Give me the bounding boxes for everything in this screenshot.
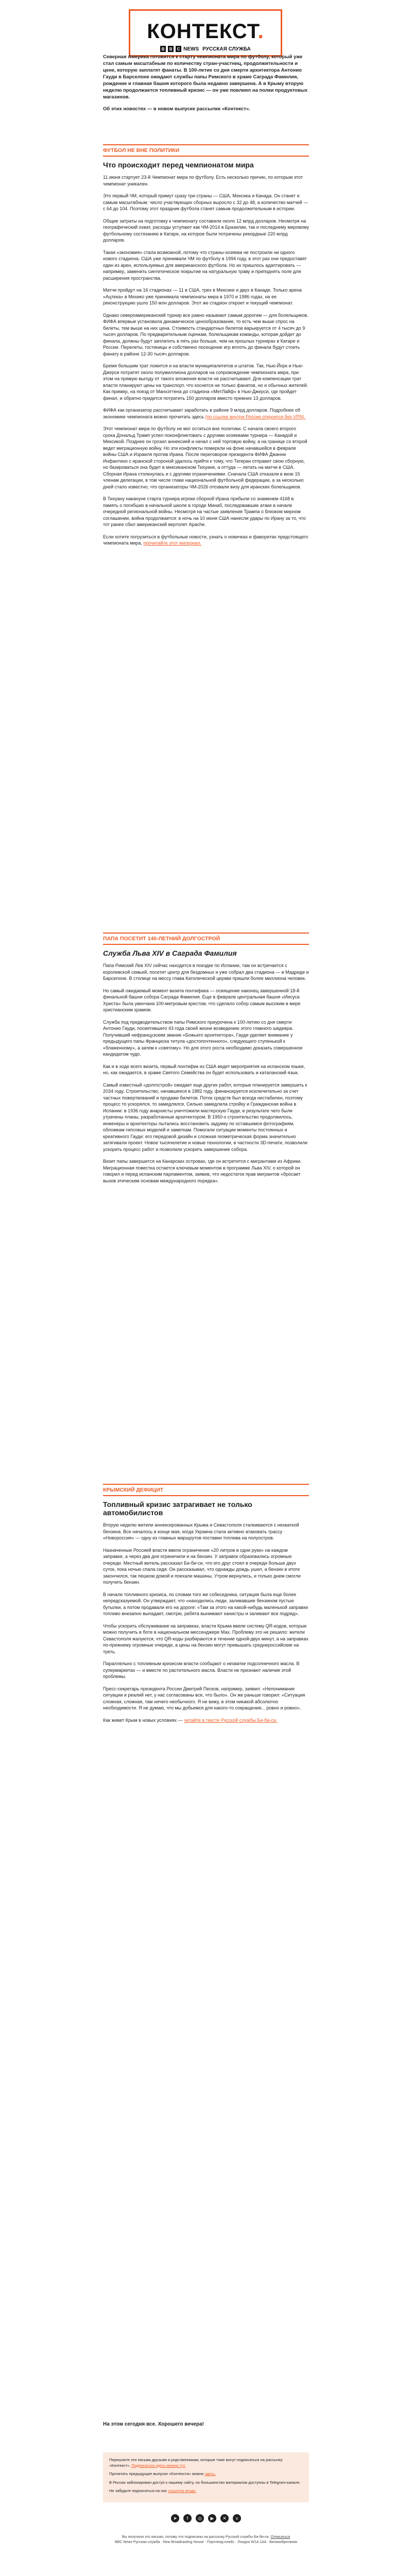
- paragraph: В Тихуану накануне старта турнира игроки сборной Ирана прибыли со знаменем 4168 в память о погибших в начальной школе в городе Минаб, последовавшие атаке в начале очередной региональной войны. Несмотря на частые заявления Трампа о близком мирном соглашении, война продолжается: в ночь на 10 июня США нанесли удары по Ирану за то, что тот ранее сбил американский вертолет Apache.: [103, 496, 306, 527]
- paragraph: Пресс-секретарь президента России Дмитрий Песков, например, заявил: «Непонимание ситуации и реалий нет, у нас согласованы все, что было». Он же раньше говорил: «Ситуация сложная, сложная, там ничего необычного. Я не вижу, в этом никакой абсолютно необходимости. Я не думаю, что мы добьемся для какого-то сокращения... ровно и ровно».: [103, 1686, 305, 1710]
- section-pope: [103, 933, 309, 1190]
- bbc-letter: B: [168, 46, 174, 52]
- bbc-letter: B: [160, 46, 166, 52]
- paragraph: Бремя большим трат ложится и на власти муниципалитетов и штатов. Так, Нью-Йорк и Нью-Джерси потратят около полумиллиона долларов на сопровождение чемпионата мира, при этом на прямую выгоду от такого вложения власти не рассчитывают. Для компенсации трат власти планируют цены на транспорт, что коснется не только фанатов, но и обычных жителей. Как пример, на поезд от Манхэттена до стадиона «МетЛайф» в Нью-Джерси, где пройдет финал, и обратно придется потратить 150 долларов вместо прежних 13 долларов.: [103, 363, 308, 401]
- vk-icon[interactable]: v: [233, 2514, 241, 2522]
- paragraph: Параллельно с топливным кризисом власти сообщают о нехватке подсолнечного масла. В супермаркетах — и вместе по растительного масла. Власти не признают наличие этой проблемы.: [103, 1661, 300, 1679]
- social-link[interactable]: соцсетях везде.: [168, 2488, 197, 2493]
- paragraph: Как живет Крым в новых условиях — читайте в тексте Русской службы Би-би-си.: [103, 1717, 278, 1723]
- paragraph: Чтобы ускорить обслуживание на заправках, власти Крыма ввели систему QR-кодов, которые можно получить в боте в национальном мессенджере Мах. Проблему это не решило: жители Севастополя жалуются, что QR-коды разбираются в течение одной-двух минут, а на заправках по-прежнему огромные очереди, а цены на бензин могут превышать среднероссийские на треть.: [103, 1623, 308, 1654]
- paragraph: Матчи пройдут на 16 стадионах — 11 в США, трех в Мексике и двух в Канаде. Только арена «Ацтека» в Мехико уже принимала чемпионаты мира в 1970 и 1986 годах, на ее реконструкцию ушло 150 млн долларов. Этот же стадион откроет и текущий чемпионат.: [103, 287, 302, 306]
- paragraph: Служба под предводительством папы Римского приурочена к 100-летию со дня смерти Антонио Гауди, посвятившего 43 года своей жизни возведению этого главного шедевра. Получивший нефранцузским звание «Божьего архитектора», Гауди уделяет внимание у предыдущего папы Франциска титула «достопочтенного», следующего ступенькой к «блаженному», а затем к «святому». Но для этого роста необходимо доказать совершенное кандидатом чудо.: [103, 1019, 303, 1057]
- telegram-icon[interactable]: ➤: [171, 2514, 179, 2522]
- footer-box: [103, 2452, 309, 2502]
- section-rule: [103, 944, 309, 945]
- logo-text: КОНТЕКСТ: [147, 20, 258, 43]
- paragraph: Вторую неделю жители аннексированных Крыма и Севастополя сталкиваются с нехваткой бензина. Все началось в конце мая, когда Украина стала активно атаковать трассу «Новороссия» — одну из главных маршрутов поставки топлива на полуостров.: [103, 1522, 299, 1540]
- paragraph: Это первый ЧМ, который примут сразу три страны — США, Мексика и Канада. Он станет и самым масштабным: число участвующих сборных выросло с 32 до 48, а количество матчей — с 64 до 104. Поэтому этот праздник футбола станет самым продолжительным в истории.: [103, 193, 308, 211]
- paragraph: Визит папы завершится на Канарских островах, где он встретится с мигрантами из Африки. Миграционная повестка остается ключевым моментом в программе Льва XIV, о которой он говорил и перед испанским парламентом, заявив, что недостаток прав мигрантов «бросает вызов этическим основам международного порядка».: [103, 1159, 302, 1183]
- article-title: Топливный кризис затрагивает не только автомобилистов: [103, 1500, 252, 1517]
- bbc-address: BBC News Русская служба · New Broadcasting House · Портленд-плейс · Лондон W1A 1AA · Великобритания: [115, 2540, 297, 2544]
- paragraph: В начале топливного кризиса, по словам того же собеседника, ситуация была еще более непредсказуемой. Он утверждает, что «находились люди, заливавшие бензином пустые бутылки, а потом продавали его на дороге: «Там за этого на какой-нибудь маленькой заправке топливо внезапно выпадает, смотрю, ребята вынимают канистры и заливают все подряд».: [103, 1591, 308, 1616]
- logo-dot: .: [258, 20, 264, 43]
- paragraph: Однако североамериканский турнир все равно называют самым дорогим — для болельщиков. ФИФА впервые установила динамическое ценообразование, то есть чем выше спрос на билеты, тем выше на них цена. Стоимость стандартных билетов варьируется от 4 тысяч до 9 тысяч долларов. По предварительным оценкам, болельщикам команды, которая дойдет до финала, должны будут заплатить в пять раз больше, чем на прошлых турнирах в Катаре и России. Перелеты, гостиницы и собственно посещение игр вплоть до финала будут стоить фанату в районе 12-30 тысяч долларов.: [103, 312, 308, 357]
- content-column: [103, 0, 309, 2544]
- economy-link[interactable]: (по ссылке внутри России откроется без VPN).: [205, 414, 306, 419]
- lead-subscribe-note: Об этих новостях — в новом выпуске рассылки «Контекст».: [103, 106, 250, 112]
- footer-archive-note: Прочитать предыдущие выпуски «Контекста» можно здесь.: [109, 2471, 216, 2476]
- bbc-brand: [130, 46, 281, 52]
- section-football: [103, 144, 309, 552]
- bbc-news-label: NEWS: [183, 46, 199, 52]
- paragraph: Назначенные Россией власти ввели ограничение «20 литров в одни руки» на каждом заправке, а через два дня ограничили и на бензин. У заправок образовались огромные очереди. Местный житель рассказал Би-би-си, что его друг стоял в очереди больше двух суток, пока ночью спала сидя. Он рассказывал, что однажды дождь ушел, а бензин в итоге закончился, так пешком домой и поехали машины. Утром вернулись, и только днем смогли получить бензин.: [103, 1547, 301, 1585]
- paragraph: Такая «экономия» стала возможной, потому что страны-хозяева не построили ни одного нового стадиона. США уже принимали ЧМ по футболу в 1994 году, в этот раз они предоставят один из арен, используемых для американского футбола. Но их пришлось адаптировать — например, заменить синтетическое покрытие на натуральную траву и приподнять поле для расширения пространства.: [103, 249, 307, 281]
- article-title: Что происходит перед чемпионатом мира: [103, 161, 254, 169]
- section-rule: [103, 156, 309, 157]
- kontekst-logo: [129, 9, 282, 57]
- paragraph: Но самый ожидаемый момент визита понтифика — освящение наконец завершенной 18-й финальной башни собора Саграда Фамилия. Еще в феврале центральная башня «Иисуса Христа» была увенчана 100-метровым крестом, что сделало собор самым высоким в мире христианским храмом.: [103, 988, 301, 1012]
- footer-telegram-note: В России заблокирован доступ к нашему сайту, но большинство материалов доступны в Telegram-канале.: [109, 2480, 301, 2485]
- unsubscribe-link[interactable]: Отписаться: [270, 2535, 290, 2539]
- section-title: ФУТБОЛ НЕ ВНЕ ПОЛИТИКИ: [103, 147, 180, 154]
- footer-social-note: Не забудьте подписаться на нас соцсетях везде.: [109, 2488, 197, 2493]
- facebook-icon[interactable]: f: [183, 2514, 192, 2522]
- paragraph: 11 июня стартует 23-й Чемпионат мира по футболу. Есть несколько причин, по которым этот чемпионат уникален.: [103, 175, 303, 187]
- paragraph: Как и в ходе всего визита, первый понтифик из США ведет мероприятия на испанском языке, но, как ожидается, в храме Святого Семейства он будет использовать и каталанский язык.: [103, 1063, 305, 1075]
- social-icons-row: [103, 2514, 309, 2522]
- section-fuel: [103, 1484, 309, 1729]
- lead-text: Северная Америка готовится к старту чемпионата мира по футболу, который уже стал самым масштабным по количеству стран-участниц, продолжительности и цене, которую заплатят фанаты. В 100-летие со дня смерти архитектора Антонио Гауди в Барселоне ожидают службы папы Римского в храме Саграда Фамилия, рождение и главная башня которого была недавно завершена. А в Крыму вторую неделю продолжается топливный кризис — он уже повлиял на полки продуктовых магазинов.: [103, 54, 308, 100]
- archive-link[interactable]: здесь.: [204, 2471, 216, 2476]
- youtube-icon[interactable]: ▶: [208, 2514, 216, 2522]
- article-title: Служба Льва XIV в Саграда Фамилия: [103, 949, 237, 957]
- paragraph: Этот чемпионат мира по футболу не мог остаться вне политики. С начала своего второго срока Дональд Трамп успел поконфликтовать с другими хозяевами турнира — Канадой и Мексикой. Позднее он грозил аннексией и начал с ней торговую войну, а на границе со второй ведет миграционную войну. Но эти конфликты померкли на фоне начавшейся в феврале войны США и Израиля против Ирана. После переговоров президента ФИФА Джанни Инфантино с иранской стороной удалось прийти к тому, что Тегеран отправит свою сборную, но базироваться она будет в мексиканском Тихуане, а оттуда — летать на матчи в США. Сборная Ирана столкнулась и с другими ограничениями. Сначала США отказали в визе 15 членам делегации, в том числе главе национальной футбольной федерации, а за несколько дней стало известно, что организаторы ЧМ-2026 отозвали визу для иранских болельщиков.: [103, 426, 307, 489]
- bottom-note: Вы получили это письмо, потому что подписаны на рассылку Русской службы Би-би-си. Отписаться BBC News Русская служба · New Broadcasting House · Портленд-плейс · Лондон W1A 1AA · Великобритания: [103, 2535, 309, 2545]
- section-rule: [103, 1495, 309, 1496]
- crimea-article-link[interactable]: читайте в тексте Русской службы Би-би-си.: [184, 1717, 278, 1723]
- paragraph: Общие затраты на подготовку к чемпионату составили около 12 млрд долларов. Несмотря на географический охват, расходы уступают как ЧМ-2014 в Бразилии, так и последнему мировому футбольному состязанию в Катаре, на которое были потрачены рекордные 220 млрд долларов.: [103, 218, 309, 243]
- footer-forward-note: Перешлите эти письма друзьям и родственникам, которые тоже могут подписаться на рассылку «Контекст». Подписаться здесь можно тут.: [109, 2458, 283, 2468]
- section-title: КРЫМСКИЙ ДЕФИЦИТ: [103, 1487, 164, 1493]
- lead-block: [103, 54, 309, 117]
- instagram-icon[interactable]: ◎: [196, 2514, 204, 2522]
- worldcup-material-link[interactable]: прочитайте этот материал.: [143, 540, 201, 546]
- paragraph: Папа Римский Лев XIV сейчас находится в поездке по Испании, там он встречается с королевской семьей, посетит центр для бездомных и уже собрал два стадиона — в Мадриде и Барселоне. В столице на мессу глава Католической церкви пришли более миллиона человек.: [103, 963, 309, 981]
- paragraph: Самый известный «долгострой» ожидает еще других работ, которые планируется завершить к 2034 году. Строительство, начавшееся в 1882 году, финансируется исключительно за счет частных пожертвований и продажи билетов. Поток средств был всегда нестабилен, поэтому процесс то ускорялся, то замедлялся. Сильно замедлила стройку и Гражданская война в Испании: в 1936 году анархисты уничтожили мастерскую Гауди, в результате чего были утрачены планы, разработанные архитектором. В 1950-х строительство продолжилось, инженеры и архитекторы пытались восстановить задумку по оставшимся фотографиям, обломкам гипсовых моделей и заметкам. Помогали ситуации моменты постоянных и креативного Гауди: его передовой дизайн и сложная геометрическая форма значительно затягивали проект. Новое тысячелетие и новые технологии, в частности 3D-печати, позволили ускорить процесс работ и позволили ускорить завершение собора.: [103, 1082, 307, 1152]
- paragraph: ФИФА как организатор рассчитывает заработать в районе 9 млрд долларов. Подробнее об экономике чемпионата можно прочитать здесь (по ссылке внутри России откроется без VPN).: [103, 408, 306, 419]
- subscribe-link[interactable]: Подписаться здесь можно тут.: [131, 2463, 186, 2468]
- paragraph: Если хотите погрузиться в футбольные новости, узнать о новичках и фаворитах предстоящего чемпионата мира, прочитайте этот материал.: [103, 534, 308, 546]
- section-title: ПАПА ПОСЕТИТ 140-ЛЕТНИЙ ДОЛГОСТРОЙ: [103, 936, 220, 942]
- twitter-icon[interactable]: ✕: [220, 2514, 229, 2522]
- closing-line: На этом сегодня все. Хорошего вечера!: [103, 2421, 204, 2427]
- bbc-service-label: РУССКАЯ СЛУЖБА: [202, 46, 251, 52]
- bbc-letter: C: [176, 46, 181, 52]
